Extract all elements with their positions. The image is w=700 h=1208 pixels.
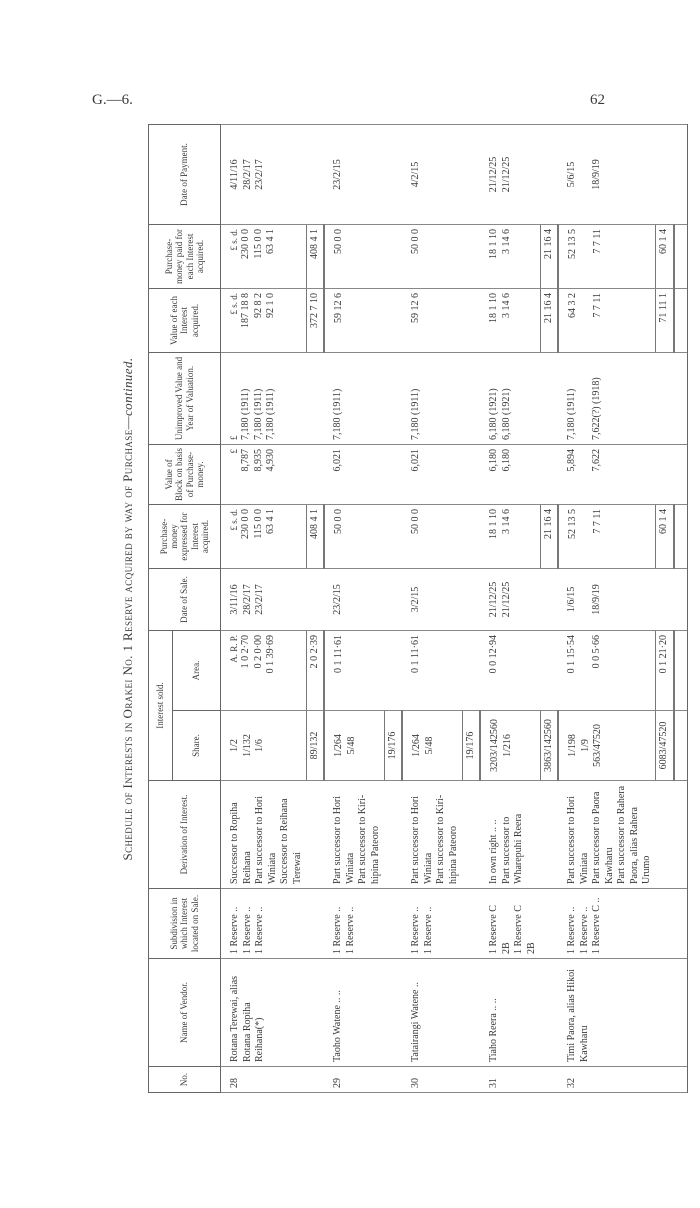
total-share: 89/132	[306, 711, 324, 781]
money-paid: 50 0 0	[324, 225, 384, 289]
share: 3203/142560 1/216	[480, 711, 540, 781]
money-paid: 50 0 0	[402, 225, 462, 289]
date-of-sale: 1/6/15 18/9/19	[558, 569, 656, 631]
purchase-money: 52 13 5 7 7 11	[558, 505, 656, 569]
col-header-no: No.	[149, 1067, 221, 1093]
vendor-name: Tatairangi Watene ..	[402, 959, 462, 1067]
row-number: 28	[221, 1067, 307, 1093]
area: 0 1 15·54 0 0 5·66	[558, 631, 656, 711]
date-of-sale: 3/2/15	[402, 569, 462, 631]
value-of-block: £ 8,787 8,935 4,930	[221, 445, 307, 505]
derivation: Part successor to Hori Winiata Part successor to Kiri-hipina Pateoro	[324, 781, 384, 889]
row-number: 31	[480, 1067, 540, 1093]
table-row	[480, 125, 540, 1093]
purchase-money: 18 1 10 3 14 6	[480, 505, 540, 569]
total-purchase-money: 60 1 4	[656, 505, 674, 569]
date-of-payment: 4/11/16 28/2/17 23/2/17	[221, 125, 307, 225]
date-of-sale: 23/2/15	[324, 569, 384, 631]
value-each: 64 3 2 7 7 11	[558, 289, 656, 353]
unimproved-value: £ 7,180 (1911) 7,180 (1911) 7,180 (1911)	[221, 353, 307, 445]
purchase-money: 50 0 0	[402, 505, 462, 569]
subdivision: 1 Reserve .. 1 Reserve ..	[402, 889, 462, 959]
page-number: 62	[590, 92, 605, 108]
unimproved-value: 6,180 (1921) 6,180 (1921)	[480, 353, 540, 445]
share: 1/264 5/48	[402, 711, 462, 781]
total-row	[540, 125, 558, 1093]
total-share: 6083/47520	[656, 711, 674, 781]
total-share: 19/176	[384, 711, 402, 781]
total-money-paid: 21 16 4	[540, 225, 558, 289]
table-row	[558, 125, 656, 1093]
col-header-unimproved-value: Unimproved Value and Year of Valuation.	[149, 353, 221, 445]
total-value-each: 71 11 1	[656, 289, 674, 353]
date-of-sale: 21/12/25 21/12/25	[480, 569, 540, 631]
row-number: 29	[324, 1067, 384, 1093]
col-header-value-each: Value of each Interest acquired.	[149, 289, 221, 353]
unimproved-value: 7,180 (1911) 7,622(?) (1918)	[558, 353, 656, 445]
unimproved-value: 7,180 (1911)	[324, 353, 384, 445]
total-row	[384, 125, 402, 1093]
total-purchase-money: 408 4 1	[306, 505, 324, 569]
rotated-table-page	[120, 125, 669, 1093]
value-of-block: 6,021	[402, 445, 462, 505]
value-each: 59 12 6	[324, 289, 384, 353]
row-number: 32	[558, 1067, 656, 1093]
derivation: Successor to Ropiha Reihana Part successor to Hori Winiata Successor to Reihana Terewai	[221, 781, 307, 889]
unimproved-value: 7,180 (1911)	[402, 353, 462, 445]
document-code: G.—6.	[92, 92, 133, 108]
col-header-derivation: Derivation of Interest.	[149, 781, 221, 889]
value-each: 59 12 6	[402, 289, 462, 353]
schedule-title: Schedule of Interests in Orakei No. 1 Reserve acquired by way of Purchase—continued.	[120, 357, 135, 861]
total-area: 2 0 2·39	[306, 631, 324, 711]
total-row	[462, 125, 480, 1093]
row-number: 30	[402, 1067, 462, 1093]
total-value-each: 21 16 4	[540, 289, 558, 353]
value-each: £ s. d. 187 18 8 92 8 2 92 1 0	[221, 289, 307, 353]
date-of-sale: 3/11/16 28/2/17 23/2/17	[221, 569, 307, 631]
col-header-area: Area.	[173, 631, 221, 711]
table-row	[324, 125, 384, 1093]
subdivision: 1 Reserve .. 1 Reserve ..	[324, 889, 384, 959]
money-paid: 52 13 5 7 7 11	[558, 225, 656, 289]
area: 0 1 11·61	[324, 631, 384, 711]
derivation: Part successor to Hori Winiata Part successor to Kiri-hipina Pateoro	[402, 781, 462, 889]
value-each: 18 1 10 3 14 6	[480, 289, 540, 353]
col-header-interest-sold: Interest sold.	[149, 631, 173, 781]
date-of-payment: 4/2/15	[402, 125, 462, 225]
subdivision: 1 Reserve .. 1 Reserve .. 1 Reserve ..	[221, 889, 307, 959]
total-row	[306, 125, 324, 1093]
value-of-block: 6,180 6,180	[480, 445, 540, 505]
area: 0 0 12·94	[480, 631, 540, 711]
purchase-money: 50 0 0	[324, 505, 384, 569]
col-header-date-payment: Date of Payment.	[149, 125, 221, 225]
col-header-vendor: Name of Vendor.	[149, 959, 221, 1067]
value-of-block: 5,894 7,622	[558, 445, 656, 505]
value-of-block: 6,021	[324, 445, 384, 505]
derivation: In own right .. .. Part successor to Wharepuhi Reera	[480, 781, 540, 889]
share: 1/2 1/132 1/6	[221, 711, 307, 781]
derivation: Part successor to Hori Winiata Part successor to Paora Kawharu Part successor to Rahera Paora, alias Rahera Urumo	[558, 781, 656, 889]
vendor-name: Taoho Watene .. ..	[324, 959, 384, 1067]
vendor-name: Rotana Terewai, alias Rotana Ropiha Reihana(*)	[221, 959, 307, 1067]
date-of-payment: 23/2/15	[324, 125, 384, 225]
purchase-money: £ s. d. 230 0 0 115 0 0 63 4 1	[221, 505, 307, 569]
total-share: 19/176	[462, 711, 480, 781]
date-of-payment: 21/12/25 21/12/25	[480, 125, 540, 225]
total-money-paid: 408 4 1	[306, 225, 324, 289]
vendor-name: Tiaho Reera .. ..	[480, 959, 540, 1067]
total-area: 0 1 21·20	[656, 631, 674, 711]
area: 0 1 11·61	[402, 631, 462, 711]
col-header-money-paid: Purchase-money paid for each Interest acquired.	[149, 225, 221, 289]
col-header-purchase-money: Purchase-money expressed for Interest acquired.	[149, 505, 221, 569]
col-header-share: Share.	[173, 711, 221, 781]
area: A. R. P. 1 0 2·70 0 2 0·00 0 1 39·69	[221, 631, 307, 711]
col-header-subdivision: Subdivision in which Interest located on Sale.	[149, 889, 221, 959]
col-header-value-block: Value of Block on basis of Purchase-money.	[149, 445, 221, 505]
subdivision: 1 Reserve C 2B 1 Reserve C 2B	[480, 889, 540, 959]
total-purchase-money: 21 16 4	[540, 505, 558, 569]
date-of-payment: 5/6/15 18/9/19	[558, 125, 656, 225]
money-paid: 18 1 10 3 14 6	[480, 225, 540, 289]
table-row	[221, 125, 307, 1093]
schedule-table	[148, 124, 688, 1093]
table-row	[402, 125, 462, 1093]
subdivision: 1 Reserve .. 1 Reserve .. 1 Reserve C ..	[558, 889, 656, 959]
share: 1/264 5/48	[324, 711, 384, 781]
total-row	[656, 125, 674, 1093]
money-paid: £ s. d. 230 0 0 115 0 0 63 4 1	[221, 225, 307, 289]
vendor-name: Timi Paora, alias Hikoi Kawharu	[558, 959, 656, 1067]
total-value-each: 372 7 10	[306, 289, 324, 353]
total-share: 3863/142560	[540, 711, 558, 781]
total-money-paid: 60 1 4	[656, 225, 674, 289]
col-header-date-sale: Date of Sale.	[149, 569, 221, 631]
share: 1/198 1/9 563/47520	[558, 711, 656, 781]
